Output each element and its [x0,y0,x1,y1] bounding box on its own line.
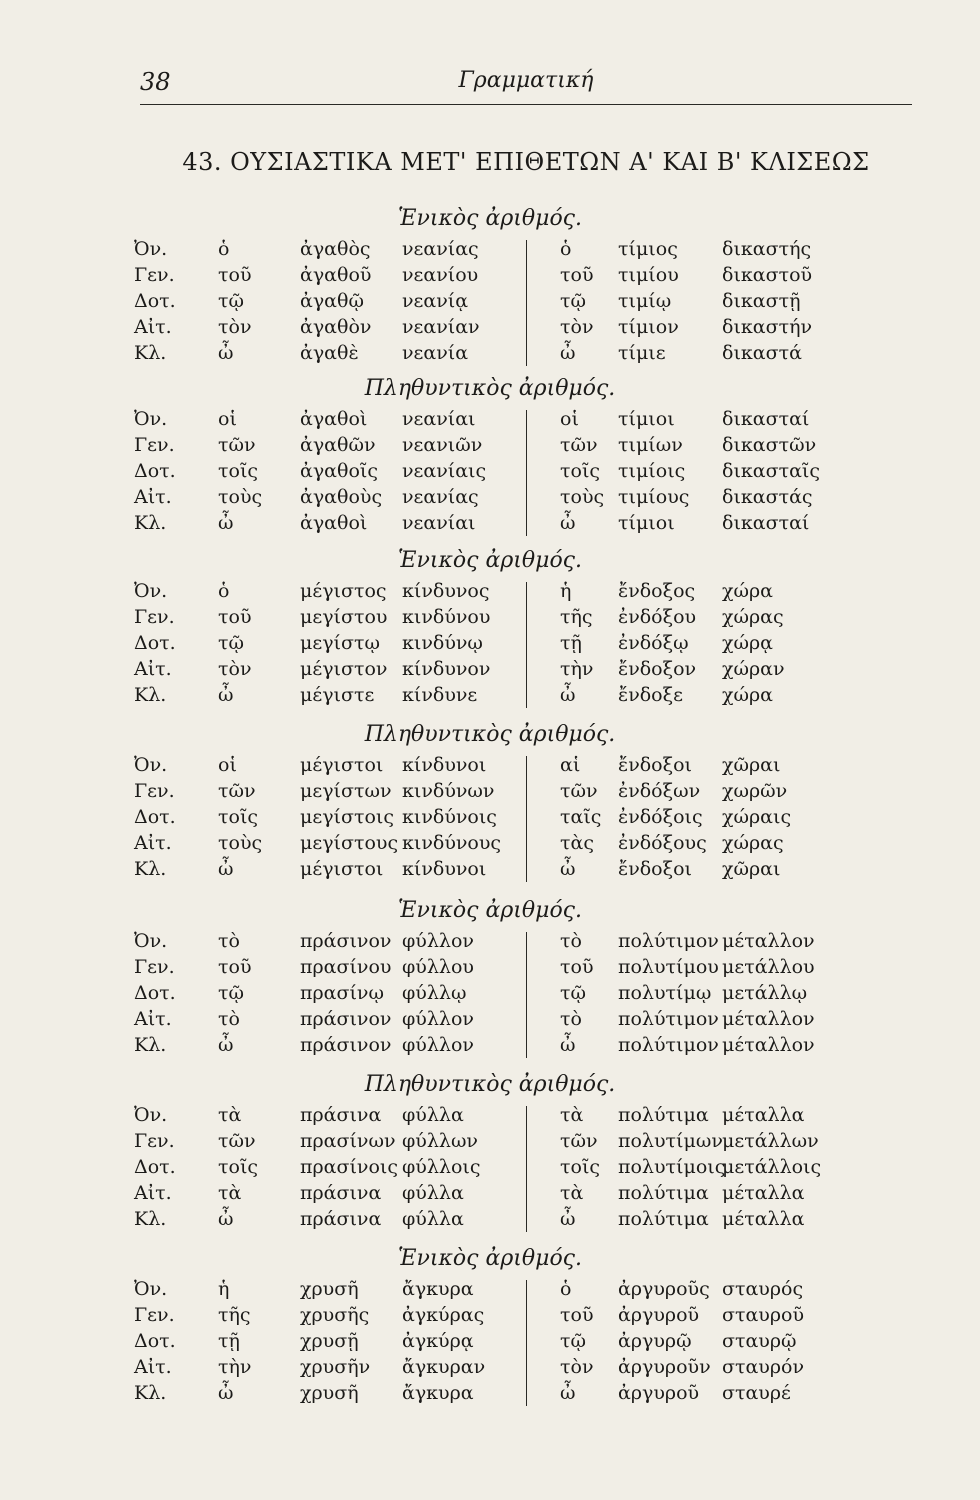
case-label: Ὀν. [134,1278,168,1300]
article: τῷ [560,982,587,1004]
adjective: πράσινα [300,1104,382,1126]
noun: σταυρόν [722,1356,805,1378]
noun: χώρα [722,580,774,602]
adjective: τιμίου [618,264,679,286]
adjective: μέγιστοι [300,858,384,880]
article: τοῖς [560,1156,601,1178]
adjective: χρυσῆ [300,1278,359,1300]
noun: μέταλλον [722,1034,815,1056]
noun: δικασταί [722,408,810,430]
noun: νεανίαν [402,316,480,338]
declension-row [0,806,980,832]
declension-row [0,1182,980,1208]
adjective: ἔνδοξοι [618,754,692,776]
adjective: πολυτίμοις [618,1156,726,1178]
noun: μέταλλα [722,1208,805,1230]
adjective: μέγιστοι [300,754,384,776]
declension-row [0,632,980,658]
article: τοῦ [218,956,252,978]
noun: νεανίας [402,486,479,508]
declension-row [0,1104,980,1130]
adjective: πολύτιμα [618,1182,709,1204]
adjective: ἐνδόξῳ [618,632,689,654]
declension-row [0,982,980,1008]
declension-row [0,1008,980,1034]
article: ὦ [218,1382,234,1404]
adjective: ἐνδόξων [618,780,701,802]
adjective: ἔνδοξε [618,684,683,706]
article: τοὺς [218,832,263,854]
adjective: πράσινον [300,1034,392,1056]
declension-row [0,684,980,710]
article: τῷ [560,1330,587,1352]
adjective: μεγίστους [300,832,399,854]
adjective: μέγιστε [300,684,375,706]
article: τῶν [560,434,598,456]
article: τοὺς [218,486,263,508]
noun: νεανίαι [402,512,476,534]
article: τῇ [218,1330,240,1352]
noun: κινδύνους [402,832,502,854]
noun: δικαστῶν [722,434,817,456]
article: ὦ [218,342,234,364]
adjective: ἐνδόξους [618,832,707,854]
number-subtitle: Ἑνικὸς ἀριθμός. [397,1246,582,1271]
article: τῷ [218,290,245,312]
noun: φύλλῳ [402,982,467,1004]
case-label: Γεν. [134,264,175,286]
adjective: πράσινον [300,1008,392,1030]
noun: ἀγκύρᾳ [402,1330,474,1352]
adjective: ἀγαθὲ [300,342,359,364]
adjective: πρασίνοις [300,1156,398,1178]
declension-row [0,832,980,858]
noun: δικασταῖς [722,460,820,482]
case-label: Κλ. [134,342,167,364]
noun: χώρας [722,606,784,628]
noun: φύλλον [402,930,474,952]
case-label: Γεν. [134,606,175,628]
case-label: Κλ. [134,1382,167,1404]
article: ὁ [218,580,230,602]
adjective: ἀγαθῷ [300,290,364,312]
noun: χώραις [722,806,792,828]
noun: φύλλα [402,1104,464,1126]
adjective: ἀγαθὸν [300,316,372,338]
case-label: Ὀν. [134,1104,168,1126]
article: ὦ [218,512,234,534]
adjective: μέγιστον [300,658,388,680]
noun: κινδύνοις [402,806,497,828]
adjective: μεγίστων [300,780,392,802]
noun: νεανιῶν [402,434,483,456]
declension-row [0,1304,980,1330]
article: τὰ [560,1182,584,1204]
article: τὸν [218,316,252,338]
adjective: χρυσῆν [300,1356,371,1378]
noun: μέταλλον [722,930,815,952]
noun: φύλλου [402,956,474,978]
case-label: Ὀν. [134,754,168,776]
case-label: Αἰτ. [134,832,172,854]
declension-row [0,342,980,368]
adjective: χρυσῆς [300,1304,370,1326]
declension-row [0,606,980,632]
article: αἱ [560,754,581,776]
declension-row [0,658,980,684]
article: ταῖς [560,806,602,828]
adjective: ἔνδοξοι [618,858,692,880]
adjective: τίμιε [618,342,666,364]
noun: φύλλα [402,1182,464,1204]
article: ἡ [218,1278,230,1300]
adjective: πρασίνῳ [300,982,384,1004]
noun: ἄγκυραν [402,1356,486,1378]
case-label: Ὀν. [134,408,168,430]
declension-row [0,486,980,512]
declension-row [0,858,980,884]
article: τὸ [560,1008,582,1030]
adjective: ἀγαθῶν [300,434,376,456]
article: ὁ [218,238,230,260]
article: ὦ [560,342,576,364]
article: τὸν [560,1356,594,1378]
noun: ἀγκύρας [402,1304,485,1326]
article: ὦ [218,684,234,706]
article: τοῦ [560,1304,594,1326]
adjective: τίμιοι [618,408,675,430]
declension-row [0,1130,980,1156]
declension-row [0,408,980,434]
adjective: πρασίνων [300,1130,396,1152]
case-label: Ὀν. [134,930,168,952]
adjective: τίμιον [618,316,679,338]
article: ὦ [218,1034,234,1056]
article: ὦ [218,1208,234,1230]
noun: δικαστήν [722,316,813,338]
article: τοῦ [218,606,252,628]
declension-row [0,1156,980,1182]
noun: κινδύνων [402,780,495,802]
noun: κίνδυνος [402,580,490,602]
declension-row [0,238,980,264]
article: τοῖς [560,460,601,482]
adjective: τίμιος [618,238,678,260]
noun: χωρῶν [722,780,788,802]
noun: κίνδυνοι [402,754,487,776]
adjective: τιμίους [618,486,690,508]
noun: νεανίαις [402,460,487,482]
article: ὦ [560,858,576,880]
article: οἱ [218,754,237,776]
case-label: Αἰτ. [134,1356,172,1378]
declension-row [0,1278,980,1304]
adjective: πολυτίμου [618,956,719,978]
adjective: ἀργυροῦ [618,1382,700,1404]
declension-row [0,316,980,342]
noun: νεανίου [402,264,479,286]
adjective: πρασίνου [300,956,392,978]
declension-row [0,754,980,780]
noun: χῶραι [722,754,781,776]
article: τὰ [218,1182,242,1204]
case-label: Δοτ. [134,982,176,1004]
noun: σταυρέ [722,1382,791,1404]
article: ὦ [560,1382,576,1404]
article: ὦ [218,858,234,880]
adjective: μέγιστος [300,580,387,602]
article: ἡ [560,580,572,602]
noun: νεανίᾳ [402,290,469,312]
article: ὁ [560,1278,572,1300]
declension-row [0,512,980,538]
noun: δικαστοῦ [722,264,813,286]
article: τοῖς [218,460,259,482]
case-label: Δοτ. [134,1330,176,1352]
article: τῆς [560,606,593,628]
noun: χώραν [722,658,785,680]
case-label: Αἰτ. [134,316,172,338]
case-label: Γεν. [134,780,175,802]
section-title: 43. ΟΥΣΙΑΣΤΙΚΑ ΜΕΤ' ΕΠΙΘΕΤΩΝ Α' ΚΑΙ Β' ΚΛΙΣΕΩΣ [182,148,870,176]
case-label: Αἰτ. [134,658,172,680]
article: τὸν [560,316,594,338]
noun: χῶραι [722,858,781,880]
article: τοὺς [560,486,605,508]
declension-row [0,1356,980,1382]
case-label: Δοτ. [134,632,176,654]
article: ὦ [560,1208,576,1230]
adjective: πράσινα [300,1208,382,1230]
article: τῷ [218,982,245,1004]
declension-row [0,956,980,982]
number-subtitle: Πληθυντικὸς ἀριθμός. [364,376,616,401]
adjective: πράσινα [300,1182,382,1204]
declension-row [0,1382,980,1408]
adjective: ἀργυροῦ [618,1304,700,1326]
declension-row [0,1208,980,1234]
adjective: ἀργυροῦν [618,1356,711,1378]
case-label: Ὀν. [134,238,168,260]
noun: νεανίας [402,238,479,260]
adjective: μεγίστου [300,606,388,628]
adjective: ἀγαθοὶ [300,512,368,534]
adjective: χρυσῇ [300,1330,359,1352]
noun: μέταλλον [722,1008,815,1030]
noun: μετάλλοις [722,1156,822,1178]
article: τοῦ [560,956,594,978]
adjective: ἀγαθοὺς [300,486,383,508]
adjective: πολυτίμων [618,1130,723,1152]
noun: κινδύνου [402,606,491,628]
adjective: τίμιοι [618,512,675,534]
article: τῇ [560,632,582,654]
case-label: Γεν. [134,956,175,978]
adjective: ἔνδοξος [618,580,696,602]
case-label: Αἰτ. [134,1182,172,1204]
declension-row [0,434,980,460]
page-number: 38 [140,68,171,96]
case-label: Δοτ. [134,460,176,482]
case-label: Γεν. [134,1130,175,1152]
noun: νεανία [402,342,469,364]
article: τῷ [560,290,587,312]
article: τοῖς [218,1156,259,1178]
noun: κινδύνῳ [402,632,483,654]
declension-row [0,580,980,606]
noun: κίνδυνε [402,684,478,706]
case-label: Δοτ. [134,806,176,828]
noun: φύλλον [402,1008,474,1030]
case-label: Δοτ. [134,1156,176,1178]
article: τῶν [560,780,598,802]
case-label: Κλ. [134,1034,167,1056]
adjective: πολύτιμα [618,1208,709,1230]
case-label: Ὀν. [134,580,168,602]
noun: κίνδυνον [402,658,491,680]
article: τὰ [560,1104,584,1126]
adjective: μεγίστῳ [300,632,380,654]
noun: μετάλλου [722,956,815,978]
number-subtitle: Πληθυντικὸς ἀριθμός. [364,722,616,747]
article: τὸ [218,1008,240,1030]
adjective: πράσινον [300,930,392,952]
case-label: Δοτ. [134,290,176,312]
noun: δικαστῇ [722,290,801,312]
number-subtitle: Πληθυντικὸς ἀριθμός. [364,1072,616,1097]
noun: μέταλλα [722,1104,805,1126]
header-rule [140,104,912,105]
noun: σταυρῷ [722,1330,797,1352]
noun: χώρας [722,832,784,854]
adjective: χρυσῆ [300,1382,359,1404]
adjective: ἀγαθοῦ [300,264,372,286]
case-label: Κλ. [134,684,167,706]
case-label: Γεν. [134,1304,175,1326]
adjective: πολύτιμον [618,930,719,952]
article: τῶν [560,1130,598,1152]
article: ὦ [560,512,576,534]
article: τοῦ [560,264,594,286]
article: τὸ [560,930,582,952]
adjective: τιμίων [618,434,683,456]
noun: δικαστάς [722,486,813,508]
adjective: ἐνδόξοις [618,806,703,828]
adjective: ἔνδοξον [618,658,697,680]
article: ὦ [560,1034,576,1056]
case-label: Αἰτ. [134,486,172,508]
noun: φύλλων [402,1130,478,1152]
article: ὁ [560,238,572,260]
article: τῶν [218,1130,256,1152]
noun: φύλλα [402,1208,464,1230]
number-subtitle: Ἑνικὸς ἀριθμός. [397,898,582,923]
article: τῆς [218,1304,251,1326]
declension-row [0,264,980,290]
case-label: Κλ. [134,858,167,880]
adjective: τιμίοις [618,460,686,482]
noun: δικασταί [722,512,810,534]
number-subtitle: Ἑνικὸς ἀριθμός. [397,548,582,573]
noun: φύλλοις [402,1156,481,1178]
noun: δικαστής [722,238,812,260]
page-header [140,68,912,108]
article: τὸ [218,930,240,952]
adjective: πολύτιμα [618,1104,709,1126]
declension-row [0,930,980,956]
adjective: ἀγαθὸς [300,238,371,260]
declension-row [0,780,980,806]
declension-row [0,1330,980,1356]
noun: μετάλλῳ [722,982,808,1004]
article: οἱ [218,408,237,430]
noun: κίνδυνοι [402,858,487,880]
article: τῶν [218,780,256,802]
noun: σταυροῦ [722,1304,805,1326]
noun: χώρα [722,684,774,706]
adjective: πολύτιμον [618,1008,719,1030]
noun: δικαστά [722,342,802,364]
article: τοῖς [218,806,259,828]
case-label: Γεν. [134,434,175,456]
declension-row [0,290,980,316]
noun: ἄγκυρα [402,1278,474,1300]
adjective: πολυτίμῳ [618,982,712,1004]
noun: ἄγκυρα [402,1382,474,1404]
article: οἱ [560,408,579,430]
article: τὴν [560,658,594,680]
adjective: μεγίστοις [300,806,395,828]
noun: μέταλλα [722,1182,805,1204]
noun: σταυρός [722,1278,804,1300]
adjective: ἀργυρῷ [618,1330,692,1352]
noun: χώρᾳ [722,632,774,654]
adjective: ἀγαθοῖς [300,460,378,482]
article: τῷ [218,632,245,654]
article: τὴν [218,1356,252,1378]
adjective: πολύτιμον [618,1034,719,1056]
adjective: ἐνδόξου [618,606,697,628]
adjective: ἀγαθοὶ [300,408,368,430]
noun: μετάλλων [722,1130,819,1152]
noun: νεανίαι [402,408,476,430]
article: ὦ [560,684,576,706]
adjective: ἀργυροῦς [618,1278,710,1300]
noun: φύλλον [402,1034,474,1056]
article: τὰ [218,1104,242,1126]
article: τὸν [218,658,252,680]
case-label: Αἰτ. [134,1008,172,1030]
case-label: Κλ. [134,512,167,534]
running-title: Γραμματική [458,68,594,93]
article: τὰς [560,832,594,854]
adjective: τιμίῳ [618,290,672,312]
article: τοῦ [218,264,252,286]
case-label: Κλ. [134,1208,167,1230]
declension-row [0,1034,980,1060]
article: τῶν [218,434,256,456]
declension-row [0,460,980,486]
number-subtitle: Ἑνικὸς ἀριθμός. [397,206,582,231]
